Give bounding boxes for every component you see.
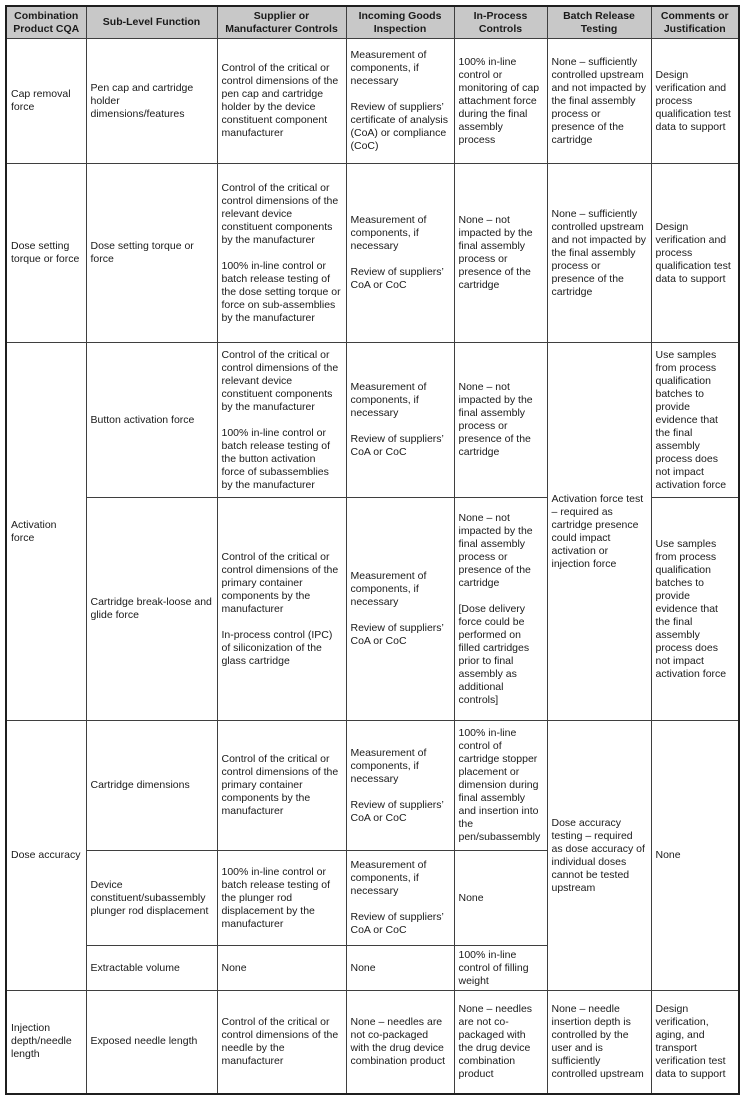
cell-sub: [86, 946, 217, 991]
cell-supplier: [217, 498, 346, 721]
cell-paragraph: Dose accuracy testing – required as dose accuracy of individual doses cannot be tested upstream: [551, 816, 645, 894]
cell-paragraph: Dose setting torque or force: [90, 240, 194, 265]
cell-paragraph: Control of the critical or control dimensions of the primary container components by the manufacturer: [221, 753, 339, 817]
cell-paragraph: Measurement of components, if necessary: [350, 214, 427, 252]
cell-inprocess: [454, 721, 547, 851]
column-header-batch-release-testing: Batch Release Testing: [547, 6, 651, 39]
column-header-comments-justification: Comments or Justification: [651, 6, 739, 39]
cqa-controls-table: [5, 5, 740, 1095]
cell-sub: [86, 498, 217, 721]
cell-paragraph: Injection depth/needle length: [11, 1022, 72, 1061]
cell-paragraph: Design verification and process qualification test data to support: [655, 220, 731, 285]
cell-paragraph: Review of suppliers’ CoA or CoC: [350, 266, 444, 291]
cell-paragraph: Cartridge break-loose and glide force: [90, 596, 212, 621]
cell-cqa: [6, 721, 86, 991]
cell-cqa: [6, 39, 86, 164]
cell-inprocess: [454, 946, 547, 991]
cell-inprocess: [454, 39, 547, 164]
cell-batch: [547, 721, 651, 991]
cell-sub: [86, 164, 217, 343]
cell-incoming: [346, 991, 454, 1094]
cell-paragraph: Dose setting torque or force: [11, 240, 80, 265]
cell-paragraph: None – needle insertion depth is controlled by the user and is sufficiently controlled upstream: [551, 1002, 644, 1080]
cell-inprocess: [454, 991, 547, 1094]
cell-comments: [651, 343, 739, 498]
cell-paragraph: Cap removal force: [11, 88, 71, 113]
cell-supplier: [217, 991, 346, 1094]
cell-paragraph: Exposed needle length: [90, 1035, 198, 1048]
cell-inprocess: [454, 164, 547, 343]
cell-paragraph: None – sufficiently controlled upstream and not impacted by the final assembly process or presence of the cartridge: [551, 207, 647, 298]
cell-sub: [86, 39, 217, 164]
cell-batch: [547, 39, 651, 164]
cell-inprocess: [454, 343, 547, 498]
cell-batch: [547, 343, 651, 721]
cell-paragraph: 100% in-line control or batch release testing of the dose setting torque or force on sub-assemblies by the manufacturer: [221, 259, 341, 324]
cell-paragraph: Pen cap and cartridge holder dimensions/features: [90, 81, 194, 120]
cell-paragraph: Measurement of components, if necessary: [350, 746, 427, 785]
cell-supplier: [217, 851, 346, 946]
cell-sub: [86, 343, 217, 498]
cell-paragraph: Device constituent/subassembly plunger rod displacement: [90, 878, 209, 917]
cell-paragraph: Review of suppliers’ CoA or CoC: [350, 433, 444, 458]
cell-paragraph: Dose accuracy: [11, 849, 81, 861]
column-header-sub-level-function: Sub-Level Function: [86, 6, 217, 39]
cell-sub: [86, 721, 217, 851]
cell-supplier: [217, 164, 346, 343]
cell-paragraph: Use samples from process qualification batches to provide evidence that the final assembly process does not impact activation force: [655, 348, 727, 491]
column-header-cqa: Combination Product CQA: [6, 6, 86, 39]
cell-paragraph: 100% in-line control of cartridge stopper placement or dimension during final assembly and insertion into the pen/subassembly: [458, 727, 541, 843]
cell-paragraph: None: [655, 849, 681, 861]
cell-paragraph: Design verification, aging, and transport verification test data to support: [655, 1002, 726, 1080]
column-header-supplier-controls: Supplier or Manufacturer Controls: [217, 6, 346, 39]
table-row: [6, 991, 739, 1094]
cell-paragraph: None: [350, 961, 376, 974]
cell-paragraph: Review of suppliers’ certificate of analysis (CoA) or compliance (CoC): [350, 101, 448, 152]
cell-comments: [651, 498, 739, 721]
cell-incoming: [346, 498, 454, 721]
header-row: [6, 6, 739, 39]
cell-paragraph: Control of the critical or control dimensions of the pen cap and cartridge holder by the device constituent component manufacturer: [221, 62, 339, 139]
cell-paragraph: Cartridge dimensions: [90, 779, 190, 791]
cell-paragraph: None – not impacted by the final assembly process or presence of the cartridge: [458, 214, 533, 291]
cell-paragraph: Design verification and process qualification test data to support: [655, 68, 731, 133]
column-header-incoming-goods-inspection: Incoming Goods Inspection: [346, 6, 454, 39]
cell-paragraph: None: [458, 891, 484, 904]
cell-paragraph: Review of suppliers’ CoA or CoC: [350, 911, 444, 936]
cell-paragraph: None – not impacted by the final assembly process or presence of the cartridge: [458, 381, 533, 458]
cell-cqa: [6, 164, 86, 343]
cell-paragraph: 100% in-line control or batch release testing of the plunger rod displacement by the manufacturer: [221, 865, 331, 930]
cell-comments: [651, 39, 739, 164]
cell-paragraph: Use samples from process qualification batches to provide evidence that the final assembly process does not impact activation force: [655, 537, 727, 680]
cell-incoming: [346, 721, 454, 851]
cell-paragraph: 100% in-line control or monitoring of cap attachment force during the final assembly process: [458, 55, 540, 146]
cell-paragraph: None – needles are not co-packaged with the drug device combination product: [350, 1015, 446, 1067]
cell-comments: [651, 721, 739, 991]
cell-sub: [86, 851, 217, 946]
cell-paragraph: Control of the critical or control dimensions of the primary container components by the manufacturer: [221, 550, 339, 615]
cell-paragraph: Control of the critical or control dimensions of the needle by the manufacturer: [221, 1015, 339, 1067]
cell-paragraph: None – sufficiently controlled upstream and not impacted by the final assembly process or presence of the cartridge: [551, 55, 647, 146]
cell-comments: [651, 991, 739, 1094]
cell-comments: [651, 164, 739, 343]
cell-paragraph: Measurement of components, if necessary: [350, 859, 427, 897]
table-row: [6, 343, 739, 498]
table-row: [6, 164, 739, 343]
table-row: [6, 721, 739, 851]
cell-paragraph: None – needles are not co-packaged with the drug device combination product: [458, 1002, 533, 1080]
cell-paragraph: Control of the critical or control dimensions of the relevant device constituent components by the manufacturer: [221, 348, 339, 413]
cell-inprocess: [454, 851, 547, 946]
cell-incoming: [346, 343, 454, 498]
cell-paragraph: In-process control (IPC) of siliconization of the glass cartridge: [221, 628, 333, 667]
cell-paragraph: Extractable volume: [90, 961, 180, 974]
cell-paragraph: Review of suppliers’ CoA or CoC: [350, 622, 444, 647]
cell-paragraph: 100% in-line control of filling weight: [458, 948, 529, 987]
cell-paragraph: Measurement of components, if necessary: [350, 381, 427, 419]
cell-paragraph: Activation force: [11, 518, 57, 544]
cell-supplier: [217, 39, 346, 164]
table-body: [6, 39, 739, 1094]
cell-supplier: [217, 343, 346, 498]
cell-paragraph: Measurement of components, if necessary: [350, 49, 427, 87]
cell-incoming: [346, 39, 454, 164]
cell-paragraph: [Dose delivery force could be performed on filled cartridges prior to final assembly as additional controls]: [458, 602, 530, 706]
cell-paragraph: None: [221, 961, 247, 974]
cell-cqa: [6, 991, 86, 1094]
cell-supplier: [217, 946, 346, 991]
cell-cqa: [6, 343, 86, 721]
cell-supplier: [217, 721, 346, 851]
cell-sub: [86, 991, 217, 1094]
cell-paragraph: Measurement of components, if necessary: [350, 570, 427, 608]
cell-paragraph: Review of suppliers’ CoA or CoC: [350, 798, 444, 824]
cell-batch: [547, 991, 651, 1094]
cell-inprocess: [454, 498, 547, 721]
cell-batch: [547, 164, 651, 343]
table-row: [6, 39, 739, 164]
cell-incoming: [346, 164, 454, 343]
cell-incoming: [346, 851, 454, 946]
cell-paragraph: 100% in-line control or batch release testing of the button activation force of subassemblies by the manufacturer: [221, 426, 331, 491]
cell-incoming: [346, 946, 454, 991]
cell-paragraph: None – not impacted by the final assembly process or presence of the cartridge: [458, 511, 533, 589]
cell-paragraph: Control of the critical or control dimensions of the relevant device constituent components by the manufacturer: [221, 181, 339, 246]
column-header-in-process-controls: In-Process Controls: [454, 6, 547, 39]
cell-paragraph: Activation force test – required as cartridge presence could impact activation or injection force: [551, 492, 644, 570]
cell-paragraph: Button activation force: [90, 413, 195, 426]
